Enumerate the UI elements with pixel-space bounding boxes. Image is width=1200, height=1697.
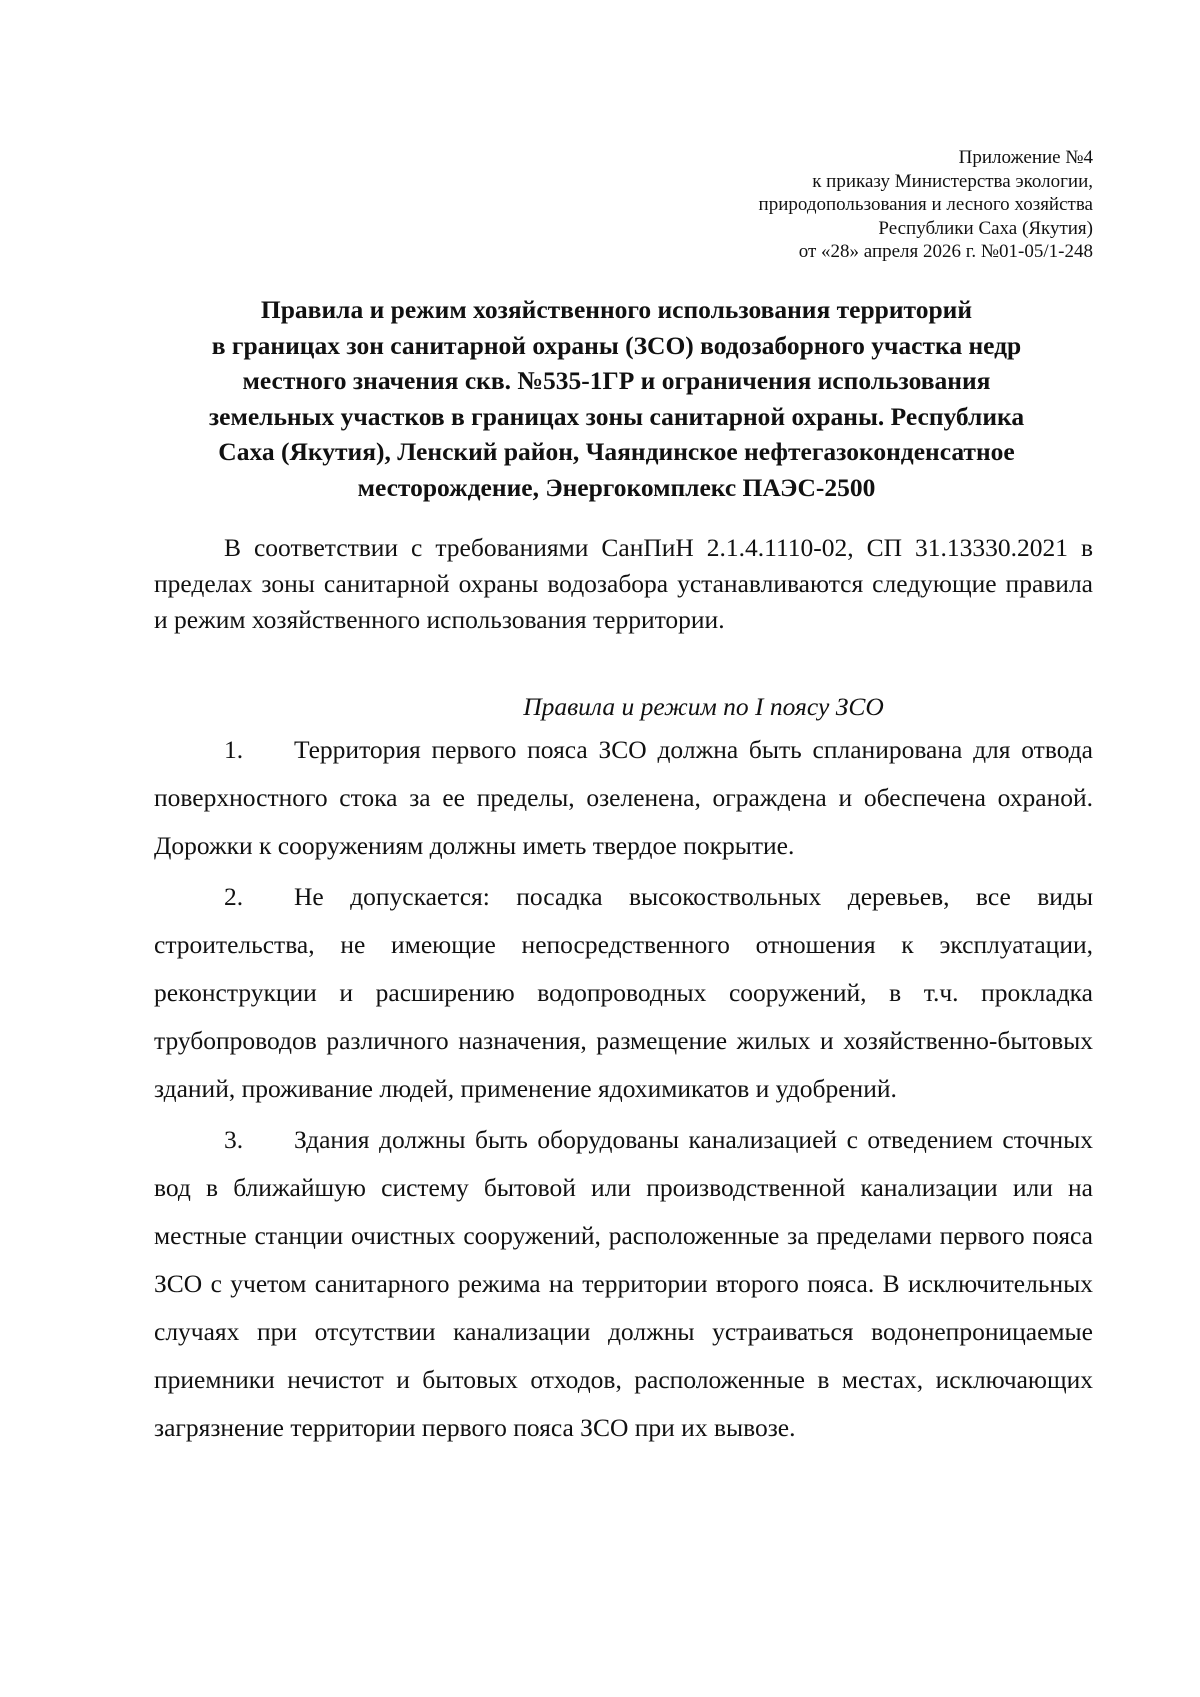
appendix-line: к приказу Министерства экологии, [812, 170, 1093, 192]
appendix-line: природопользования и лесного хозяйства [758, 194, 1093, 215]
rule-number: 3. [224, 1125, 244, 1154]
section-heading: Правила и режим по I поясу ЗСО [523, 692, 884, 721]
appendix-header [573, 146, 1093, 264]
title-line: Саха (Якутия), Ленский район, Чаяндинское нефтегазоконденсатное [218, 437, 1015, 466]
rule-item [154, 873, 1093, 1113]
title-line: в границах зон санитарной охраны (ЗСО) водозаборного участка недр [211, 330, 1022, 360]
intro-paragraph: В соответствии с требованиями СанПиН 2.1.4.1110-02, СП 31.13330.2021 в пределах зоны санитарной охраны водозабора устанавливаются следующие правила и режим хозяйственного использования территории. [154, 533, 1093, 634]
rule-number: 1. [224, 735, 244, 764]
rule-text: Здания должны быть оборудованы канализацией с отведением сточных вод в ближайшую систему бытовой или производственной канализации или на местные станции очистных сооружений, расположенные за пределами первого пояса ЗСО с учетом санитарного режима на территории второго пояса. В исключительных случаях при отсутствии канализации должны устраиваться водонепроницаемые приемники нечистот и бытовых отходов, расположенные в местах, исключающих загрязнение территории первого пояса ЗСО при их вывозе. [154, 1125, 1093, 1442]
rule-item [154, 1116, 1093, 1452]
title-line: местного значения скв. №535-1ГР и ограничения использования [242, 366, 991, 395]
rule-text: Не допускается: посадка высокоствольных деревьев, все виды строительства, не имеющие непосредственного отношения к эксплуатации, реконструкции и расширению водопроводных сооружений, в т.ч. прокладка трубопроводов различного назначения, размещение жилых и хозяйственно-бытовых зданий, проживание людей, применение ядохимикатов и удобрений. [154, 882, 1093, 1103]
rules-list [154, 726, 1093, 1455]
intro-block [154, 530, 1093, 638]
appendix-line: от «28» апреля 2026 г. №01-05/1-248 [798, 241, 1093, 262]
rule-text: Территория первого пояса ЗСО должна быть спланирована для отвода поверхностного стока за ее пределы, озеленена, ограждена и обеспечена охраной. Дорожки к сооружениям должны иметь твердое покрытие. [154, 735, 1093, 860]
document-title [140, 292, 1093, 505]
title-line: месторождение, Энергокомплекс ПАЭС-2500 [357, 472, 876, 502]
appendix-line: Приложение №4 [958, 147, 1093, 168]
rule-number: 2. [224, 882, 244, 911]
title-line: Правила и режим хозяйственного использования территорий [260, 295, 973, 324]
title-line: земельных участков в границах зоны санитарной охраны. Республика [208, 401, 1025, 431]
rule-item [154, 726, 1093, 870]
appendix-line: Республики Саха (Якутия) [878, 217, 1093, 239]
